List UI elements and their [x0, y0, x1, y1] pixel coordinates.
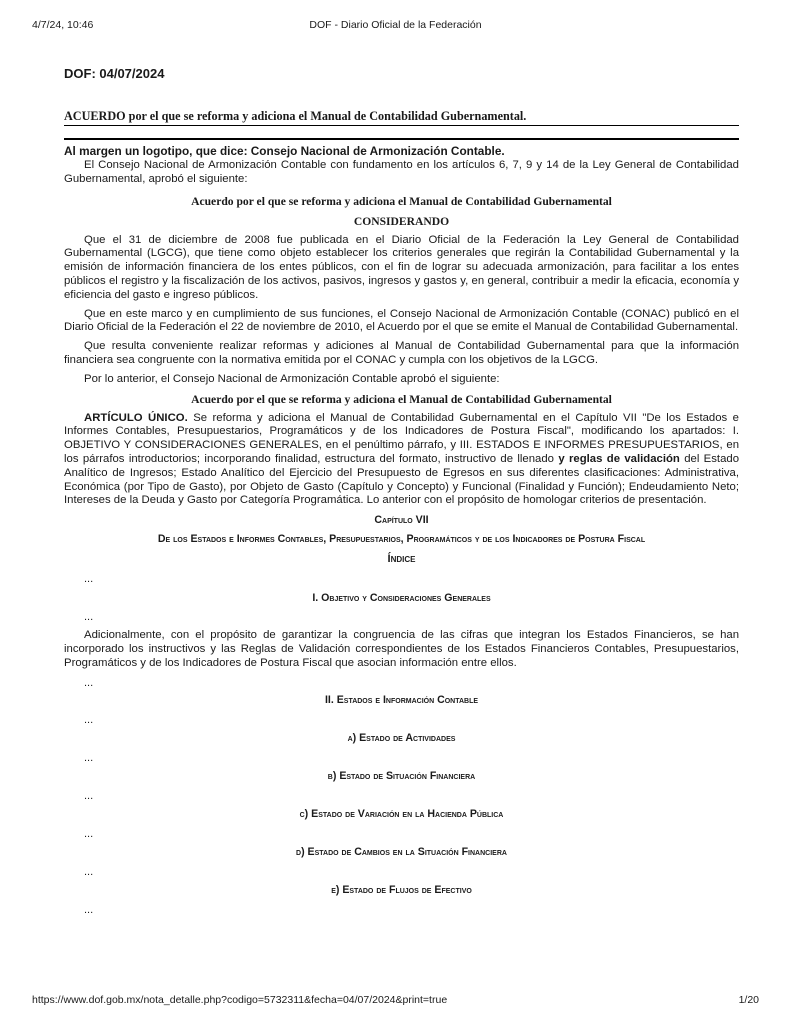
divider	[64, 138, 739, 140]
ellipsis: ...	[84, 789, 94, 802]
section-situacion-financiera: b) Estado de Situación Financiera	[327, 769, 476, 782]
ellipsis: ...	[84, 713, 94, 726]
print-url: https://www.dof.gob.mx/nota_detalle.php?codigo=5732311&fecha=04/07/2024&print=true	[32, 994, 448, 1006]
ellipsis: ...	[84, 751, 94, 764]
dof-date: DOF: 04/07/2024	[64, 66, 165, 81]
ellipsis: ...	[84, 903, 94, 916]
considerando-paragraph-3: Que resulta conveniente realizar reformas y adiciones al Manual de Contabilidad Gubernamental para que la información financiera sea congruente con la normativa emitida por el CONAC y cumpla con los objetivos de la LGCG.	[64, 340, 739, 366]
section-cambios-situacion: d) Estado de Cambios en la Situación Financiera	[296, 845, 507, 858]
section-estado-actividades: a) Estado de Actividades	[347, 731, 456, 744]
intro-paragraph: El Consejo Nacional de Armonización Contable con fundamento en los artículos 6, 7, 9 y 14 de la Ley General de Contabilidad Gubernamental, aprobó el siguiente:	[64, 159, 739, 185]
print-footer	[32, 994, 759, 1008]
section-objetivo: I. Objetivo y Consideraciones Generales	[312, 592, 491, 605]
section-variacion-hacienda: c) Estado de Variación en la Hacienda Pública	[299, 807, 504, 820]
considerando-paragraph-2: Que en este marco y en cumplimiento de sus funciones, el Consejo Nacional de Armonización Contable (CONAC) publicó en el Diario Oficial de la Federación el 22 de noviembre de 2010, el Acuerdo por el que se emite el Manual de Contabilidad Gubernamental.	[64, 307, 739, 334]
margin-note: Al margen un logotipo, que dice: Consejo Nacional de Armonización Contable.	[64, 144, 505, 158]
ellipsis: ...	[84, 865, 94, 878]
acuerdo-heading-2: Acuerdo por el que se reforma y adiciona el Manual de Contabilidad Gubernamental	[191, 392, 612, 406]
ellipsis: ...	[84, 611, 94, 624]
ellipsis: ...	[84, 676, 94, 689]
capitulo-heading: Capítulo VII	[374, 514, 429, 527]
print-page-number: 1/20	[738, 994, 759, 1006]
ellipsis: ...	[84, 573, 94, 586]
articulo-text-1: Se reforma y adiciona el Manual de Contabilidad Gubernamental en el Capítulo VII "De los Estados e Informes Contables, Presupuestarios, Programáticos y de los Indicadores de Postura Fiscal", modificando los apartados: I. OBJETIVO Y CONSIDERACIONES GENERALES, en el penúltimo párrafo, y III. ESTADOS E INFORMES PRESUPUESTARIOS, en los párrafos introductorios; incorporando finalidad, estructura del formato, instructivo de llenado	[64, 411, 739, 465]
articulo-label: ARTÍCULO ÚNICO.	[84, 411, 188, 424]
document-body	[64, 66, 739, 917]
indice-heading: Índice	[387, 553, 416, 566]
acuerdo-title: ACUERDO por el que se reforma y adiciona el Manual de Contabilidad Gubernamental.	[64, 109, 739, 126]
articulo-bold-text: y reglas de validación	[558, 452, 680, 465]
considerando-heading: CONSIDERANDO	[353, 214, 450, 228]
print-page-title: DOF - Diario Oficial de la Federación	[309, 19, 482, 31]
ellipsis: ...	[84, 827, 94, 840]
articulo-text-2: del Estado Analítico de Ingresos; Estado Analítico del Ejercicio del Presupuesto de Egresos en sus diferentes clasificaciones: Administrativa, Económica (por Tipo de Gasto), por Objeto de Gasto (Capítulo y Concepto) y Funcional (Finalidad y Función); Endeudamiento Neto; Intereses de la Deuda y Gasto por Categoría Programática. Lo anterior con el propósito de homologar criterios de presentación.	[64, 452, 740, 507]
print-datetime: 4/7/24, 10:46	[32, 19, 94, 31]
adicional-paragraph: Adicionalmente, con el propósito de garantizar la congruencia de las cifras que integran los Estados Financieros, se han incorporado los instructivos y las Reglas de Validación correspondientes de los Estados Financieros Contables, Presupuestarios, Programáticos y de los Indicadores de Postura Fiscal que asocian información entre ellos.	[64, 629, 739, 669]
section-flujos-efectivo: e) Estado de Flujos de Efectivo	[331, 883, 472, 896]
section-estados-contables: II. Estados e Información Contable	[324, 693, 479, 706]
articulo-unico-paragraph	[64, 412, 739, 509]
considerando-paragraph-4: Por lo anterior, el Consejo Nacional de Armonización Contable aprobó el siguiente:	[84, 372, 500, 385]
considerando-paragraph-1: Que el 31 de diciembre de 2008 fue publicada en el Diario Oficial de la Federación la Ley General de Contabilidad Gubernamental (LGCG), que tiene como objeto establecer los criterios generales que regirán la Contabilidad Gubernamental y la emisión de información financiera de los entes públicos, con el fin de lograr su adecuada armonización, para facilitar a los entes públicos el registro y la fiscalización de los activos, pasivos, ingresos y gastos y, en general, contribuir a medir la eficacia, economía y eficiencia del gasto e ingreso públicos.	[64, 233, 739, 301]
capitulo-title: De los Estados e Informes Contables, Presupuestarios, Programáticos y de los Indicadores de Postura Fiscal	[157, 533, 646, 546]
acuerdo-heading: Acuerdo por el que se reforma y adiciona el Manual de Contabilidad Gubernamental	[191, 194, 612, 208]
print-header	[32, 19, 759, 33]
